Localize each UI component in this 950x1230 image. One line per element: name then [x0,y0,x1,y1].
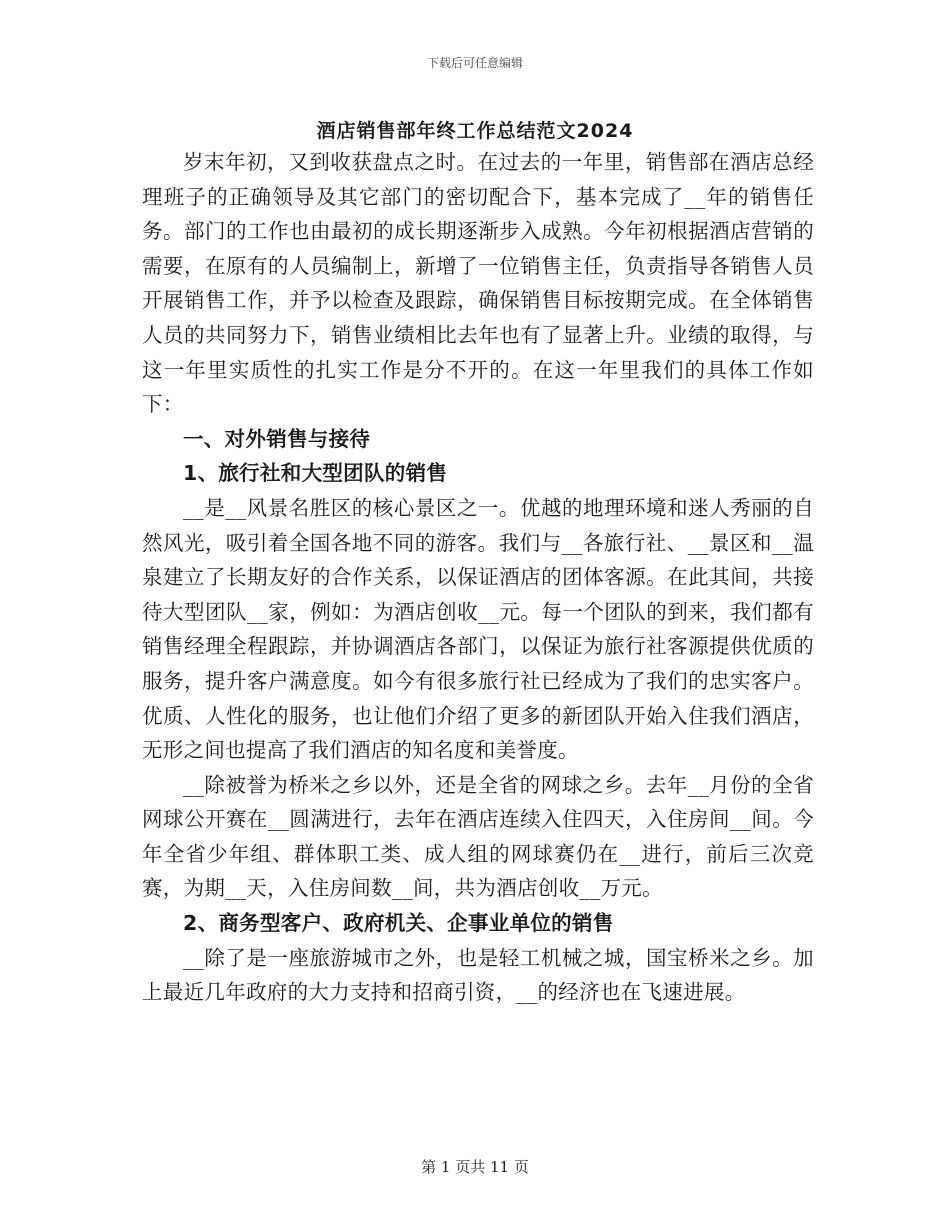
subsection-heading-travel-agency-sales: 1、旅行社和大型团队的销售 [183,461,448,486]
paragraph-tennis: __除被誉为桥米之乡以外，还是全省的网球之乡。去年__月份的全省网球公开赛在__圆满进行，去年在酒店连续入住四天，入住房间__间。今年全省少年组、群体职工类、成人组的网球赛仍在__进行，前后三次竞赛，为期__天，入住房间数__间，共为酒店创收__万元。 [142,772,814,901]
page-footer: 第 1 页共 11 页 [421,1158,529,1176]
paragraph-intro: 岁末年初，又到收获盘点之时。在过去的一年里，销售部在酒店总经理班子的正确领导及其它部门的密切配合下，基本完成了__年的销售任务。部门的工作也由最初的成长期逐渐步入成熟。今年初根据酒店营销的需要，在原有的人员编制上，新增了一位销售主任，负责指导各销售人员开展销售工作，并予以检查及跟踪，确保销售目标按期完成。在全体销售人员的共同努力下，销售业绩相比去年也有了显著上升。业绩的取得，与这一年里实质性的扎实工作是分不开的。在这一年里我们的具体工作如下： [142,150,814,417]
section-heading-external-sales: 一、对外销售与接待 [183,426,371,451]
document-title: 酒店销售部年终工作总结范文2024 [316,120,634,142]
paragraph-business: __除了是一座旅游城市之外，也是轻工机械之城，国宝桥米之乡。加上最近几年政府的大力支持和招商引资，__的经济也在飞速进展。 [142,945,814,1005]
header-note: 下载后可任意编辑 [426,56,523,70]
document-body [142,145,814,1010]
paragraph-travel-agency: __是__风景名胜区的核心景区之一。优越的地理环境和迷人秀丽的自然风光，吸引着全国各地不同的游客。我们与__各旅行社、__景区和__温泉建立了长期友好的合作关系，以保证酒店的团体客源。在此其间，共接待大型团队__家，例如：为酒店创收__元。每一个团队的到来，我们都有销售经理全程跟踪，并协调酒店各部门，以保证为旅行社客源提供优质的服务，提升客户满意度。如今有很多旅行社已经成为了我们的忠实客户。优质、人性化的服务，也让他们介绍了更多的新团队开始入住我们酒店，无形之间也提高了我们酒店的知名度和美誉度。 [142,495,814,763]
subsection-heading-business-sales: 2、商务型客户、政府机关、企事业单位的销售 [183,911,614,936]
